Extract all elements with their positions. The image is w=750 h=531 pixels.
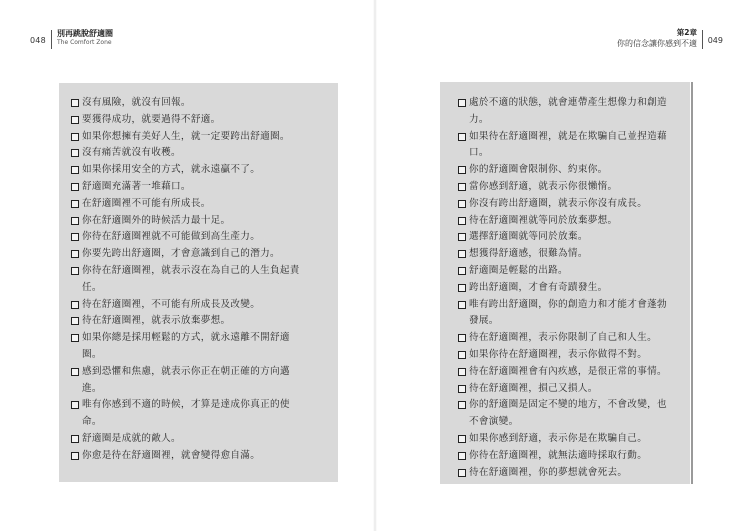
checkbox-icon	[458, 166, 466, 174]
checklist-item	[458, 162, 676, 179]
checklist-item-text: 要獲得成功，就要過得不舒適。	[82, 113, 221, 125]
checklist-item	[71, 431, 303, 448]
checklist-item	[458, 129, 676, 163]
box-shadow-edge	[691, 82, 693, 484]
checklist-item-text: 如果你採用安全的方式，就永遠贏不了。	[82, 164, 261, 176]
checklist-item-text: 舒適圈是成就的敵人。	[82, 432, 181, 444]
checkbox-icon	[458, 385, 466, 393]
checklist-item-text: 你待在舒適圈裡，就表示沒在為自己的人生負起責任。	[82, 264, 300, 293]
checklist-item-text: 如果你總是採用輕鬆的方式，就永遠離不開舒適圈。	[82, 332, 290, 360]
checklist-item-text: 選擇舒適圈就等同於放棄。	[469, 231, 588, 243]
checklist-item-text: 舒適圈充滿著一堆藉口。	[82, 180, 191, 192]
checklist-item	[458, 280, 676, 297]
checkbox-icon	[458, 469, 466, 477]
checklist-item	[71, 364, 303, 398]
checklist-item	[71, 397, 303, 431]
checklist-item	[458, 196, 676, 213]
checkbox-icon	[458, 368, 466, 376]
checklist-item-text: 如果你感到舒適，表示你是在欺騙自己。	[469, 432, 648, 444]
checkbox-icon	[71, 99, 79, 107]
checkbox-icon	[71, 334, 79, 342]
checklist-item	[458, 263, 676, 280]
header-divider	[51, 30, 52, 49]
header-divider	[702, 30, 703, 49]
checklist-item	[458, 431, 676, 448]
checklist-item-text: 處於不適的狀態，就會連帶產生想像力和創造力。	[469, 97, 667, 125]
checklist-item	[71, 246, 303, 263]
checklist-item	[71, 313, 303, 330]
checklist-item-text: 待在舒適圈裡，不可能有所成長及改變。	[82, 298, 261, 310]
checklist-item	[458, 330, 676, 347]
checkbox-icon	[458, 233, 466, 241]
checklist-item-text: 沒有痛苦就沒有收穫。	[82, 147, 181, 159]
checkbox-icon	[71, 401, 79, 409]
checklist-item	[71, 162, 303, 179]
checklist-item	[71, 448, 303, 465]
right-page-number: 049	[707, 36, 723, 45]
checklist-item-text: 跨出舒適圈，才會有奇蹟發生。	[469, 281, 608, 293]
checkbox-icon	[458, 334, 466, 342]
checkbox-icon	[458, 217, 466, 225]
checklist-item-text: 想獲得舒適感，很難為情。	[469, 248, 588, 260]
checkbox-icon	[458, 267, 466, 275]
checklist-item	[71, 330, 303, 364]
checkbox-icon	[458, 435, 466, 443]
checkbox-icon	[71, 267, 79, 275]
checklist-item	[71, 263, 303, 297]
checklist-item-text: 你待在舒適圈裡，就無法適時採取行動。	[469, 449, 648, 461]
right-page	[375, 0, 750, 531]
book-subtitle: The Comfort Zone	[57, 39, 112, 46]
checklist-item	[458, 448, 676, 465]
right-page-header	[563, 26, 723, 50]
checklist-item-text: 你的舒適圈是固定不變的地方，不會改變，也不會演變。	[469, 399, 667, 428]
checklist-item	[71, 179, 303, 196]
checkbox-icon	[71, 368, 79, 376]
checkbox-icon	[458, 401, 466, 409]
checklist-item-text: 待在舒適圈裡，表示你限制了自己和人生。	[469, 332, 657, 344]
checklist-item-text: 你在舒適圈外的時候活力最十足。	[82, 214, 231, 226]
checklist-item-text: 待在舒適圈裡，你的夢想就會死去。	[469, 466, 628, 478]
checklist-item	[71, 213, 303, 230]
checkbox-icon	[71, 301, 79, 309]
checklist-item	[458, 465, 676, 482]
left-page-number: 048	[30, 36, 46, 45]
checkbox-icon	[458, 351, 466, 359]
checklist-item	[71, 145, 303, 162]
checklist-item	[71, 95, 303, 112]
checklist-item-text: 舒適圈是輕鬆的出路。	[469, 264, 568, 276]
checklist-item-text: 沒有風險，就沒有回報。	[82, 97, 191, 108]
checkbox-icon	[71, 116, 79, 124]
checklist-item	[458, 179, 676, 196]
checkbox-icon	[71, 133, 79, 141]
checklist-item-text: 待在舒適圈裡，就表示放棄夢想。	[82, 315, 231, 327]
checklist-item-text: 唯有你感到不適的時候，才算是達成你真正的使命。	[82, 399, 290, 428]
checklist-item	[458, 364, 676, 381]
checklist-item	[458, 213, 676, 230]
chapter-title: 你的信念讓你感到不適	[617, 39, 697, 48]
left-belief-list	[71, 95, 303, 465]
checkbox-icon	[458, 301, 466, 309]
checkbox-icon	[71, 200, 79, 208]
checklist-item	[458, 381, 676, 398]
checklist-item-text: 待在舒適圈裡就等同於放棄夢想。	[469, 214, 618, 226]
checkbox-icon	[71, 149, 79, 157]
checklist-item-text: 待在舒適圈裡，損己又損人。	[469, 382, 598, 394]
checklist-item-text: 如果你想擁有美好人生，就一定要跨出舒適圈。	[82, 130, 290, 142]
checkbox-icon	[458, 99, 466, 107]
checklist-item-text: 當你感到舒適，就表示你很懶惰。	[469, 180, 618, 192]
checklist-item-text: 你待在舒適圈裡就不可能做到高生產力。	[82, 231, 261, 243]
checklist-item	[71, 112, 303, 129]
checklist-item-text: 待在舒適圈裡會有內疚感，是很正常的事情。	[469, 365, 667, 377]
checklist-item	[458, 297, 676, 331]
checklist-item	[71, 297, 303, 314]
book-title: 別再跳脫舒適圈	[57, 29, 113, 38]
checkbox-icon	[458, 133, 466, 141]
chapter-label: 第2章	[676, 28, 697, 37]
right-belief-list	[458, 95, 676, 481]
checkbox-icon	[71, 217, 79, 225]
checkbox-icon	[71, 317, 79, 325]
checklist-item-text: 你沒有跨出舒適圈，就表示你沒有成長。	[469, 197, 648, 209]
checkbox-icon	[71, 166, 79, 174]
checkbox-icon	[458, 183, 466, 191]
checklist-item	[458, 347, 676, 364]
checklist-item	[71, 229, 303, 246]
checklist-item-text: 你要先跨出舒適圈，才會意識到自己的潛力。	[82, 248, 280, 260]
checklist-item-text: 感到恐懼和焦慮，就表示你正在朝正確的方向邁進。	[82, 365, 290, 394]
checklist-item	[71, 196, 303, 213]
checklist-item-text: 唯有跨出舒適圈，你的創造力和才能才會蓬勃發展。	[469, 298, 667, 327]
checklist-item	[71, 129, 303, 146]
checklist-item-text: 如果你待在舒適圈裡，表示你做得不對。	[469, 348, 648, 360]
checklist-item	[458, 229, 676, 246]
checklist-item-text: 你的舒適圈會限制你、約束你。	[469, 164, 608, 176]
checkbox-icon	[71, 452, 79, 460]
checkbox-icon	[71, 233, 79, 241]
checkbox-icon	[71, 250, 79, 258]
checklist-item-text: 你愈是待在舒適圈裡，就會變得愈自滿。	[82, 449, 261, 461]
checklist-item	[458, 95, 676, 129]
checkbox-icon	[458, 200, 466, 208]
checkbox-icon	[458, 284, 466, 292]
checklist-item-text: 如果待在舒適圈裡，就是在欺騙自己並捏造藉口。	[469, 130, 667, 159]
checklist-item	[458, 246, 676, 263]
checklist-item	[458, 397, 676, 431]
checkbox-icon	[71, 183, 79, 191]
checklist-item-text: 在舒適圈裡不可能有所成長。	[82, 197, 211, 209]
checkbox-icon	[71, 435, 79, 443]
checkbox-icon	[458, 452, 466, 460]
checkbox-icon	[458, 250, 466, 258]
